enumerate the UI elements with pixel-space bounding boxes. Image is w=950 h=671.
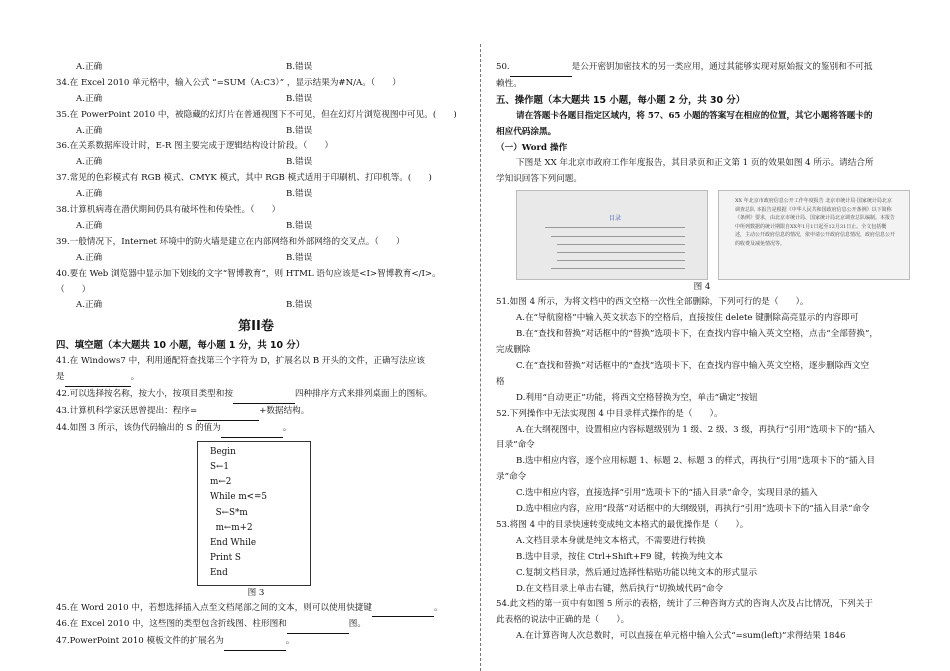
section-5-note-line2: 相应代码涂黑。: [496, 126, 557, 137]
q54-option-a[interactable]: A.在计算咨询人次总数时，可以直接在单元格中输入公式“=sum(left)”求得结果 1846: [516, 631, 846, 642]
q53-option-d[interactable]: D.在文档目录上单击右键，然后执行“切换域代码”命令: [516, 583, 724, 594]
question-42: [56, 387, 456, 404]
figure-4: [496, 190, 908, 280]
code-line: m←m+2: [210, 522, 253, 533]
q36-option-a[interactable]: A.正确: [76, 157, 103, 168]
question-38: 38.计算机病毒在潜伏期间仍具有破坏性和传染性。（ ）: [56, 205, 281, 216]
q35-option-b[interactable]: B.错误: [286, 125, 313, 136]
column-divider: [480, 44, 481, 671]
toc-title: 目录: [609, 215, 622, 223]
q34-option-a[interactable]: A.正确: [76, 93, 103, 104]
q47-blank[interactable]: [224, 634, 286, 651]
q46-suffix: 图。: [348, 619, 366, 630]
question-50-line1: [496, 60, 908, 77]
figure-4-caption: 图 4: [693, 282, 711, 293]
q52-option-c[interactable]: C.选中相应内容，直接选择“引用”选项卡下的“插入目录”命令，实现目录的插入: [516, 488, 818, 499]
q38-option-a[interactable]: A.正确: [76, 220, 103, 231]
q42-prefix: 42.可以选择按名称，按大小，按项目类型和按: [56, 389, 233, 399]
q50-blank[interactable]: [510, 60, 572, 77]
q44-suffix: 。: [282, 422, 292, 433]
left-column: [56, 60, 456, 651]
q45-prefix: 45.在 Word 2010 中，若想选择插入点至文档尾部之间的文本，则可以使用快捷键: [56, 602, 372, 613]
pseudocode-box: [197, 441, 311, 586]
question-54-line2: 此表格的说法中正确的是（ ）。: [496, 615, 630, 626]
q41-prefix: 是: [56, 372, 65, 383]
code-line: Begin: [210, 446, 236, 457]
question-37: 37.常见的色彩模式有 RGB 模式、CMYK 模式，其中 RGB 模式适用于印刷机、打印机等。( ): [56, 173, 432, 184]
q38-options: [56, 219, 456, 235]
q43-suffix: +数据结构。: [259, 405, 310, 416]
q52-option-d[interactable]: D.选中相应内容，应用“段落”对话框中的大纲级别，再执行“引用”选项卡下的“插入目录”命令: [516, 504, 870, 515]
q43-prefix: 43.计算机科学家沃思曾提出：程序=: [56, 405, 198, 416]
q44-blank[interactable]: [221, 421, 283, 438]
q34-option-b[interactable]: B.错误: [286, 93, 313, 104]
q37-option-a[interactable]: A.正确: [76, 189, 103, 200]
q52-option-b-cont: 录”命令: [496, 472, 527, 483]
q38-option-b[interactable]: B.错误: [286, 220, 313, 231]
question-45: [56, 601, 456, 618]
question-35: 35.在 PowerPoint 2010 中，被隐藏的幻灯片在普通视图下不可见，但在幻灯片浏览视图中可见。( ): [56, 109, 457, 120]
question-53: 53.将图 4 中的目录快速转变成纯文本格式的最优操作是（ ）。: [496, 519, 749, 530]
question-51: 51.如图 4 所示，为将文档中的西文空格一次性全部删除，下列可行的是（ ）。: [496, 297, 809, 308]
question-46: [56, 617, 456, 634]
q47-suffix: 。: [285, 636, 295, 647]
body-page-text: XX 年北京市政府信息公开工作年度报告 北京市统计局·国家统计局北京调查总队 本报告是根据《中华人民共和国政府信息公开条例》以下简称《条例》要求，由北京市统计局、国家统计局北京调查总队编制。本报告中所列数据的统计期限自XX年1月1日起至12月31日止。全文包括概述，主动公开政府信息的情况，依申请公开政府信息情况，政府信息公开的收费及减免情况等。: [735, 198, 896, 247]
code-line: m←2: [210, 477, 232, 488]
q45-blank[interactable]: [372, 601, 434, 618]
question-39: 39.一般情况下，Internet 环境中的防火墙是建立在内部网络和外部网络的交叉点。（ ）: [56, 236, 405, 247]
q35-option-a[interactable]: A.正确: [76, 125, 103, 136]
section-5-note-line1: 请在答题卡各题目指定区域内，将 57、65 小题的答案写在相应的位置，其它小题将答题卡的: [516, 110, 873, 121]
q40-option-a[interactable]: A.正确: [76, 300, 103, 311]
code-line: Print S: [210, 553, 241, 564]
q51-option-b-cont: 完成删除: [496, 344, 531, 355]
intro-line1: 下图是 XX 年北京市政府工作年度报告，其目录页和正文第 1 页的效果如图 4 所示。请结合所: [516, 158, 874, 169]
question-43: [56, 404, 456, 421]
q39-option-a[interactable]: A.正确: [76, 252, 103, 263]
question-50-line2: 赖性。: [496, 78, 522, 89]
q40-option-b[interactable]: B.错误: [286, 300, 313, 311]
q50-text: 是公开密钥加密技术的另一类应用，通过其能够实现对原始报文的鉴别和不可抵: [571, 62, 873, 72]
code-line: S←1: [210, 461, 229, 472]
q46-prefix: 46.在 Excel 2010 中，这些图的类型包含折线图、柱形图和: [56, 619, 287, 630]
section-4-title: 四、填空题（本大题共 10 小题，每小题 1 分，共 10 分）: [56, 340, 306, 352]
q33-option-b[interactable]: B.错误: [286, 62, 313, 72]
q36-options: [56, 155, 456, 171]
q41-blank[interactable]: [65, 370, 131, 387]
question-41-line2: [56, 370, 456, 387]
q39-options: [56, 251, 456, 267]
q53-option-a[interactable]: A.文档目录本身就是纯文本格式，不需要进行转换: [516, 535, 706, 546]
q33-option-a[interactable]: A.正确: [76, 62, 103, 72]
question-52: 52.下列操作中无法实现图 4 中目录样式操作的是（ ）。: [496, 408, 723, 419]
q43-blank[interactable]: [197, 404, 259, 421]
q41-suffix: 。: [130, 372, 140, 383]
q52-option-a[interactable]: A.在大纲视图中，设置相应内容标题级别为 1 级、2 级、3 级，再执行“引用”选项卡下的“插入: [516, 424, 875, 435]
question-41-line1: 41.在 Windows7 中，利用通配符查找第三个字符为 D，扩展名以 B 开头的文件，正确写法应该: [56, 356, 425, 367]
q42-blank[interactable]: [233, 387, 295, 404]
q53-option-c[interactable]: C.复制文档目录，然后通过选择性粘贴功能以纯文本的形式显示: [516, 567, 758, 578]
volume-title: 第II卷: [238, 319, 274, 335]
q47-prefix: 47.PowerPoint 2010 模板文件的扩展名为: [56, 636, 224, 647]
figure-3-caption: 图 3: [247, 587, 265, 598]
question-40-line2: （ ）: [56, 284, 91, 295]
q36-option-b[interactable]: B.错误: [286, 157, 313, 168]
code-line: S←S*m: [210, 507, 248, 518]
q34-options: [56, 92, 456, 108]
q37-option-b[interactable]: B.错误: [286, 189, 313, 200]
right-column: [496, 60, 908, 645]
q40-options: [56, 298, 456, 314]
code-line: While m<=5: [210, 492, 268, 503]
subsection-word: （一）Word 操作: [496, 142, 568, 153]
q53-option-b[interactable]: B.选中目录，按住 Ctrl+Shift+F9 键，转换为纯文本: [516, 551, 723, 562]
toc-page-image: [516, 190, 708, 280]
q52-option-b[interactable]: B.选中相应内容，逐个应用标题 1、标题 2、标题 3 的样式，再执行“引用”选项卡下的“插入目: [516, 456, 875, 467]
question-47: [56, 634, 456, 651]
q51-option-c[interactable]: C.在“查找和替换”对话框中的“查找”选项卡下，在查找内容中输入英文空格，逐步删除西文空: [516, 360, 870, 371]
q51-option-b[interactable]: B.在“查找和替换”对话框中的“替换”选项卡下，在查找内容中输入英文空格，点击“全部替换”，: [516, 329, 878, 340]
q35-options: [56, 124, 456, 140]
question-44: [56, 421, 456, 438]
q51-option-c-cont: 格: [496, 376, 505, 387]
code-line: End While: [210, 537, 257, 548]
q51-option-d[interactable]: D.利用“自动更正”功能，将西文空格替换为空，单击“确定”按钮: [516, 392, 758, 403]
q50-prefix: 50.: [496, 62, 510, 72]
intro-line2: 学知识回答下列问题。: [496, 174, 582, 185]
q44-prefix: 44.如图 3 所示，该伪代码输出的 S 的值为: [56, 422, 221, 433]
q37-options: [56, 187, 456, 203]
q33-options: [56, 60, 456, 76]
question-54-line1: 54.此文档的第一页中有如图 5 所示的表格，统计了三种咨询方式的咨询人次及占比情况，下列关于: [496, 599, 873, 610]
q42-suffix: 四种排序方式来排列桌面上的图标。: [294, 389, 433, 399]
question-34: 34.在 Excel 2010 单元格中，输入公式 “=SUM（A:C3）” ，显示结果为#N/A。（ ）: [56, 77, 401, 88]
body-page-image: [718, 190, 910, 280]
question-40-line1: 40.要在 Web 浏览器中显示加下划线的文字“智博教育”，则 HTML 语句应该是<I>智博教育</I>。: [56, 268, 441, 279]
section-5-title: 五、操作题（本大题共 15 小题，每小题 2 分，共 30 分）: [496, 94, 746, 106]
question-36: 36.在关系数据库设计时，E-R 图主要完成于逻辑结构设计阶段。（ ）: [56, 141, 334, 152]
q39-option-b[interactable]: B.错误: [286, 252, 313, 263]
q51-option-a[interactable]: A.在“导航窗格”中输入英文状态下的空格后，直接按住 delete 键删除高亮显示的内容即可: [516, 313, 859, 324]
code-line: End: [210, 568, 228, 579]
q52-option-a-cont: 目录”命令: [496, 440, 535, 451]
q45-suffix: 。: [434, 602, 443, 613]
q46-blank[interactable]: [287, 617, 349, 634]
